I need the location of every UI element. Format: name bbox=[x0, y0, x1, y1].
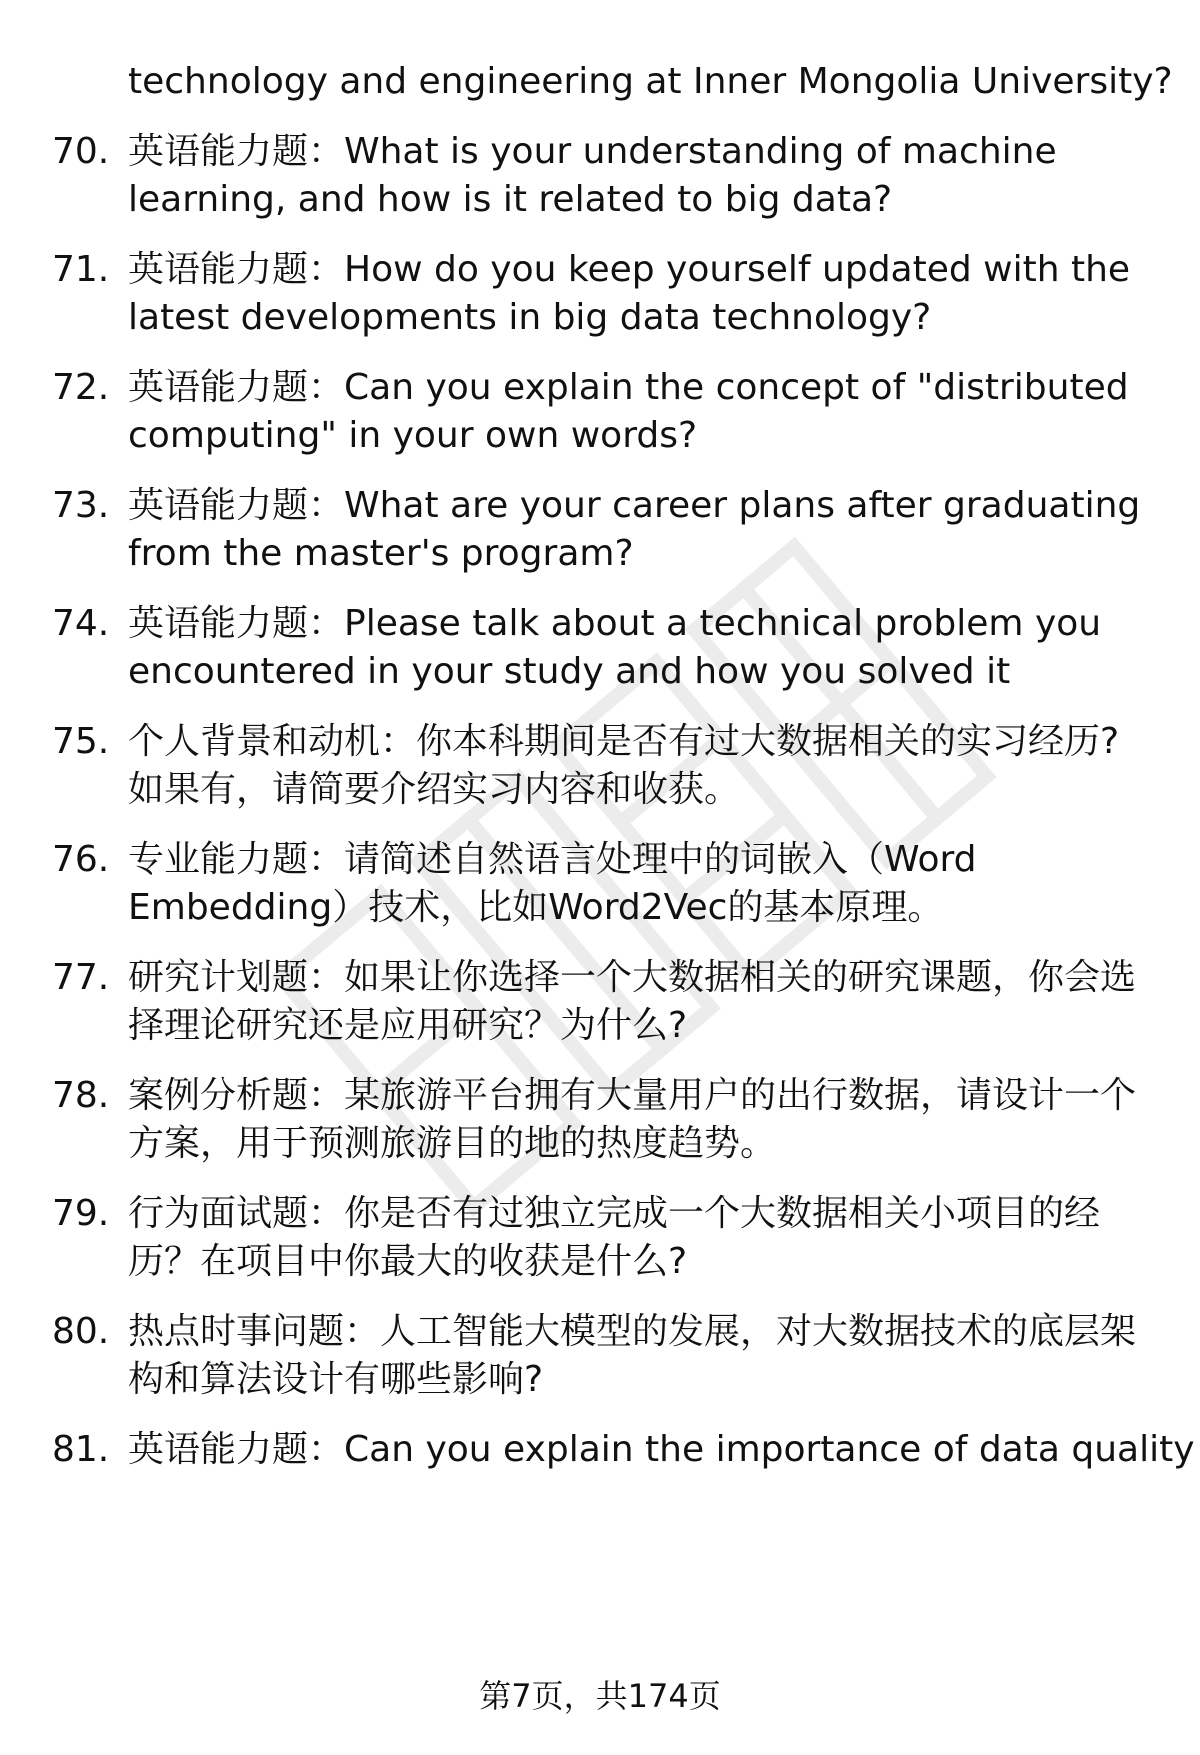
question-text bbox=[128, 600, 1168, 696]
question-text bbox=[128, 836, 1168, 932]
question-line-1: 英语能力题：How do you keep yourself updated with the bbox=[128, 249, 1131, 290]
question-text bbox=[128, 1426, 1195, 1474]
question-line-1: 个人背景和动机：你本科期间是否有过大数据相关的实习经历? bbox=[128, 721, 1120, 762]
continued-question-text: technology and engineering at Inner Mongolia University? bbox=[128, 61, 1173, 102]
question-number: 79. bbox=[52, 1193, 110, 1234]
question-line-1: 案例分析题：某旅游平台拥有大量用户的出行数据，请设计一个 bbox=[128, 1075, 1137, 1116]
question-text bbox=[128, 246, 1168, 342]
question-text bbox=[128, 954, 1168, 1050]
question-line-1: 专业能力题：请简述自然语言处理中的词嵌入（Word bbox=[128, 839, 977, 880]
list-item bbox=[0, 1426, 1200, 1536]
question-text bbox=[128, 128, 1168, 224]
question-line-2: latest developments in big data technology? bbox=[128, 297, 932, 338]
question-line-2: 如果有，请简要介绍实习内容和收获。 bbox=[128, 769, 741, 810]
question-text bbox=[128, 1072, 1168, 1168]
list-item bbox=[0, 718, 1200, 828]
list-item bbox=[0, 1190, 1200, 1300]
question-text bbox=[128, 482, 1168, 578]
question-line-1: 英语能力题：Can you explain the concept of "distributed bbox=[128, 367, 1129, 408]
question-line-1: 英语能力题：Please talk about a technical problem you bbox=[128, 603, 1102, 644]
question-line-1: 研究计划题：如果让你选择一个大数据相关的研究课题，你会选 bbox=[128, 957, 1137, 998]
question-number: 75. bbox=[52, 721, 110, 762]
list-item bbox=[0, 600, 1200, 710]
question-line-2: 历？在项目中你最大的收获是什么? bbox=[128, 1241, 688, 1282]
question-number: 76. bbox=[52, 839, 110, 880]
question-line-2: Embedding）技术，比如Word2Vec的基本原理。 bbox=[128, 887, 944, 928]
question-line-2: 构和算法设计有哪些影响? bbox=[128, 1359, 544, 1400]
question-line-2: encountered in your study and how you solved it bbox=[128, 651, 1011, 692]
question-number: 78. bbox=[52, 1075, 110, 1116]
question-line-2: learning, and how is it related to big data? bbox=[128, 179, 893, 220]
question-text bbox=[128, 1190, 1168, 1286]
question-text bbox=[128, 718, 1168, 814]
question-line-1: 行为面试题：你是否有过独立完成一个大数据相关小项目的经 bbox=[128, 1193, 1101, 1234]
question-number: 71. bbox=[52, 249, 110, 290]
question-number: 72. bbox=[52, 367, 110, 408]
question-number: 73. bbox=[52, 485, 110, 526]
question-number: 80. bbox=[52, 1311, 110, 1352]
question-line-1: 热点时事问题：人工智能大模型的发展，对大数据技术的底层架 bbox=[128, 1311, 1137, 1352]
question-line-2: 方案，用于预测旅游目的地的热度趋势。 bbox=[128, 1123, 777, 1164]
list-item bbox=[0, 364, 1200, 474]
question-text bbox=[128, 1308, 1168, 1404]
question-number: 70. bbox=[52, 131, 110, 172]
list-item bbox=[0, 1308, 1200, 1418]
list-item bbox=[0, 246, 1200, 356]
question-number: 81. bbox=[52, 1429, 110, 1470]
question-line-1: 英语能力题：Can you explain the importance of data quality bbox=[128, 1429, 1195, 1470]
list-item bbox=[0, 954, 1200, 1064]
question-number: 74. bbox=[52, 603, 110, 644]
list-item bbox=[0, 1072, 1200, 1182]
question-line-2: computing" in your own words? bbox=[128, 415, 698, 456]
question-line-2: 择理论研究还是应用研究？为什么? bbox=[128, 1005, 688, 1046]
question-line-1: 英语能力题：What is your understanding of machine bbox=[128, 131, 1057, 172]
page-number-footer: 第7页，共174页 bbox=[479, 1677, 721, 1715]
question-text bbox=[128, 364, 1168, 460]
list-item bbox=[0, 836, 1200, 946]
question-line-2: from the master's program? bbox=[128, 533, 634, 574]
list-item bbox=[0, 482, 1200, 592]
question-number: 77. bbox=[52, 957, 110, 998]
question-line-1: 英语能力题：What are your career plans after graduating bbox=[128, 485, 1141, 526]
list-item bbox=[0, 128, 1200, 238]
